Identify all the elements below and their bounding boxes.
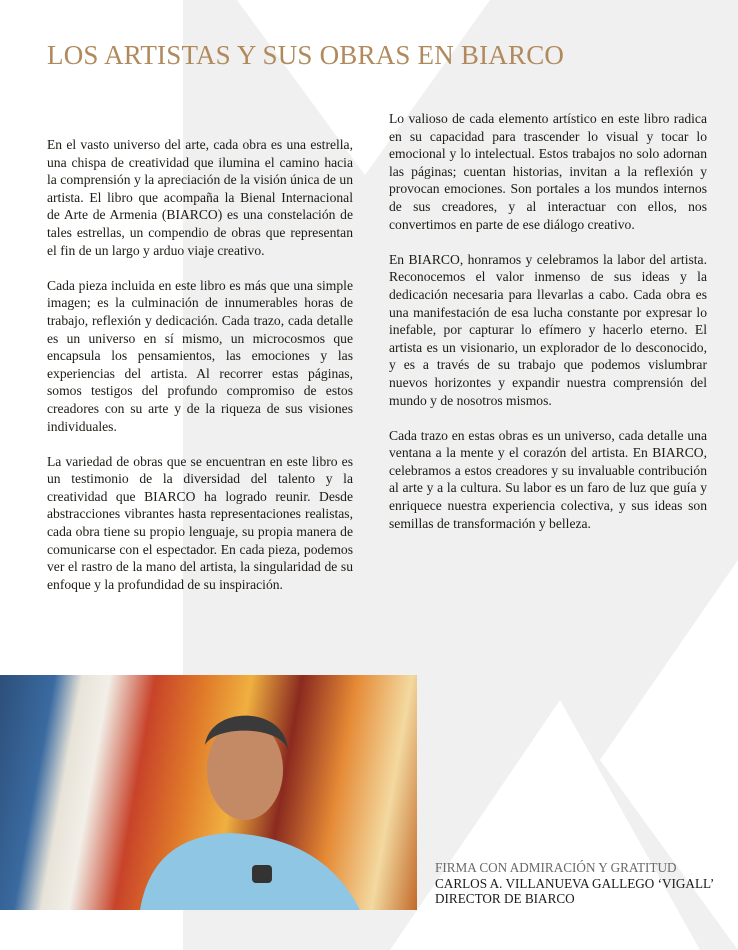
paragraph: La variedad de obras que se encuentran en este libro es un testimonio de la diversidad del talento y la creatividad que BIARCO ha logrado reunir. Desde abstracciones vibrantes hasta representaciones realistas, cada obra tiene su propio lenguaje, su propia manera de comunicarse con el espectador. En cada pieza, podemos ver el rastro de la mano del artista, la singularidad de su enfoque y la profundidad de su inspiración. — [47, 453, 353, 592]
signature-name: CARLOS A. VILLANUEVA GALLEGO ‘VIGALL’ — [435, 875, 715, 891]
paragraph: Cada pieza incluida en este libro es más que una simple imagen; es la culminación de innumerables horas de trabajo, reflexión y dedicación. Cada trazo, cada detalle es un universo en sí mismo, un microcosmos que encapsula los pensamientos, las emociones y las experiencias del artista. Al recorrer estas páginas, somos testigos del profundo compromiso de estos creadores con su arte y de la riqueza de sus visiones individuales. — [47, 277, 353, 434]
paragraph: En BIARCO, honramos y celebramos la labor del artista. Reconocemos el valor inmenso de sus ideas y la dedicación necesaria para llevarlas a cabo. Cada obra es una manifestación de esa lucha constante por expresar lo inefable, por capturar lo efímero y hacerlo eterno. El artista es un visionario, un explorador de lo desconocido, y es a través de su trabajo que podemos vislumbrar nuevos horizontes y expandir nuestra comprensión del mundo y de nosotros mismos. — [389, 251, 707, 408]
paragraph: Lo valioso de cada elemento artístico en este libro radica en su capacidad para trascender lo visual y tocar lo emocional y lo intelectual. Estos trabajos no solo adornan las páginas; cuentan historias, invitan a la reflexión y provocan emociones. Son portales a los mundos internos de sus creadores, y al interactuar con ellos, nos convertimos en parte de ese diálogo creativo. — [389, 111, 707, 232]
director-photo — [0, 675, 417, 910]
paragraph: En el vasto universo del arte, cada obra es una estrella, una chispa de creatividad que ilumina el camino hacia la comprensión y la apreciación de la visión única de un artista. El libro que acompaña la Bienal Internacional de Arte de Armenia (BIARCO) es una constelación de tales estrellas, un compendio de obras que representan el fin de un largo y arduo viaje creativo. — [47, 137, 353, 258]
signature-role: DIRECTOR DE BIARCO — [435, 891, 575, 906]
signature-block — [435, 860, 714, 907]
portrait-figure — [0, 675, 417, 910]
right-column — [389, 110, 707, 550]
left-column — [47, 136, 353, 611]
signature-salutation: FIRMA CON ADMIRACIÓN Y GRATITUD — [435, 860, 677, 875]
page-title: LOS ARTISTAS Y SUS OBRAS EN BIARCO — [47, 40, 565, 70]
paragraph: Cada trazo en estas obras es un universo, cada detalle una ventana a la mente y el corazón del artista. En BIARCO, celebramos a estos creadores y su invaluable contribución al arte y a la cultura. Su labor es un faro de luz que guía y enriquece nuestra experiencia colectiva, y sus ideas son semillas de transformación y belleza. — [389, 427, 707, 531]
